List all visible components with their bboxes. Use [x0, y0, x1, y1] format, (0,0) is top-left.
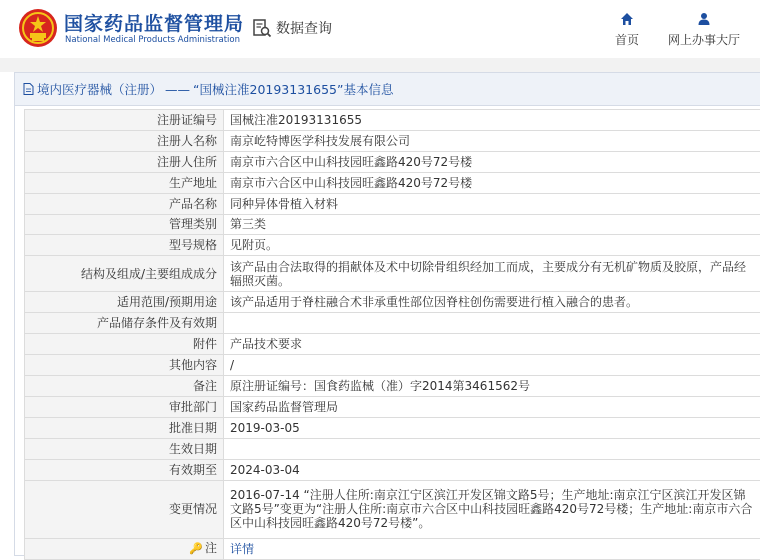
field-label: 生产地址 [25, 172, 224, 193]
details-link[interactable]: 详情 [230, 542, 254, 556]
table-row [25, 110, 760, 131]
field-value: 2019-03-05 [224, 417, 760, 438]
registration-info-table [24, 109, 760, 560]
field-value: 国家药品监督管理局 [224, 396, 760, 417]
table-row [25, 214, 760, 235]
nav-home-link[interactable] [612, 12, 642, 48]
field-value: 南京市六合区中山科技园旺鑫路420号72号楼 [224, 151, 760, 172]
field-label: 型号规格 [25, 235, 224, 256]
nav-office-label: 网上办事大厅 [668, 31, 740, 48]
field-value: 同种异体骨植入材料 [224, 193, 760, 214]
breadcrumb-record-title: “国械注准20193131655”基本信息 [193, 80, 393, 98]
field-value: / [224, 355, 760, 376]
table-row [25, 292, 760, 313]
field-label: 注 [205, 541, 217, 555]
field-value: 见附页。 [224, 235, 760, 256]
field-label: 结构及组成/主要组成成分 [25, 256, 224, 292]
document-search-icon [252, 18, 272, 38]
field-label: 管理类别 [25, 214, 224, 235]
field-value: 2016-07-14 “注册人住所:南京江宁区滨江开发区锦文路5号；生产地址:南京江宁区滨江开发区锦文路5号”变更为“注册人住所:南京市六合区中山科技园旺鑫路420号72号楼；生产地址:南京市六合区中山科技园旺鑫路420号72号楼”。 [224, 480, 760, 538]
field-value: 第三类 [224, 214, 760, 235]
field-value [224, 438, 760, 459]
table-row [25, 480, 760, 538]
table-row [25, 375, 760, 396]
field-label: 产品名称 [25, 193, 224, 214]
agency-name-en: National Medical Products Administration [65, 35, 240, 45]
table-row [25, 438, 760, 459]
home-icon [620, 12, 634, 26]
field-label: 生效日期 [25, 438, 224, 459]
field-label: 产品储存条件及有效期 [25, 313, 224, 334]
field-label: 变更情况 [25, 480, 224, 538]
table-row [25, 193, 760, 214]
field-label: 其他内容 [25, 355, 224, 376]
field-value [224, 313, 760, 334]
field-value: 产品技术要求 [224, 334, 760, 355]
table-row [25, 334, 760, 355]
field-value: 该产品由合法取得的捐献体及术中切除骨组织经加工而成，主要成分有无机矿物质及胶原，产品经辐照灭菌。 [224, 256, 760, 292]
nav-home-label: 首页 [615, 31, 639, 48]
field-value: 该产品适用于脊柱融合术非承重性部位因脊柱创伤需要进行植入融合的患者。 [224, 292, 760, 313]
field-value: 2024-03-04 [224, 459, 760, 480]
field-label: 有效期至 [25, 459, 224, 480]
field-label: 注册人名称 [25, 130, 224, 151]
breadcrumb-category: 境内医疗器械（注册） [37, 80, 162, 98]
table-row [25, 151, 760, 172]
header-divider-band [0, 58, 760, 72]
field-value: 国械注准20193131655 [224, 110, 760, 131]
key-icon: 🔑 [189, 542, 203, 555]
table-row [25, 417, 760, 438]
table-row [25, 459, 760, 480]
field-label: 适用范围/预期用途 [25, 292, 224, 313]
field-value: 原注册证编号：国食药监械（准）字2014第3461562号 [224, 375, 760, 396]
table-row [25, 313, 760, 334]
field-value: 南京屹特博医学科技发展有限公司 [224, 130, 760, 151]
table-row [25, 130, 760, 151]
national-emblem-logo [18, 8, 58, 48]
detail-panel [14, 72, 760, 556]
table-row [25, 355, 760, 376]
panel-breadcrumb [15, 73, 760, 106]
table-row [25, 396, 760, 417]
data-query-label: 数据查询 [276, 18, 332, 38]
field-label: 附件 [25, 334, 224, 355]
table-row [25, 256, 760, 292]
nav-online-office-link[interactable] [662, 12, 746, 48]
field-label: 注册人住所 [25, 151, 224, 172]
breadcrumb-separator: —— [165, 82, 190, 97]
field-label: 注册证编号 [25, 110, 224, 131]
data-query-title [252, 17, 332, 39]
document-icon [23, 83, 34, 95]
field-label: 批准日期 [25, 417, 224, 438]
agency-name-cn: 国家药品监督管理局 [64, 9, 244, 36]
field-label: 备注 [25, 375, 224, 396]
field-label: 审批部门 [25, 396, 224, 417]
table-row [25, 172, 760, 193]
field-value: 南京市六合区中山科技园旺鑫路420号72号楼 [224, 172, 760, 193]
user-icon [697, 12, 711, 26]
site-header [0, 0, 760, 58]
table-row [25, 235, 760, 256]
